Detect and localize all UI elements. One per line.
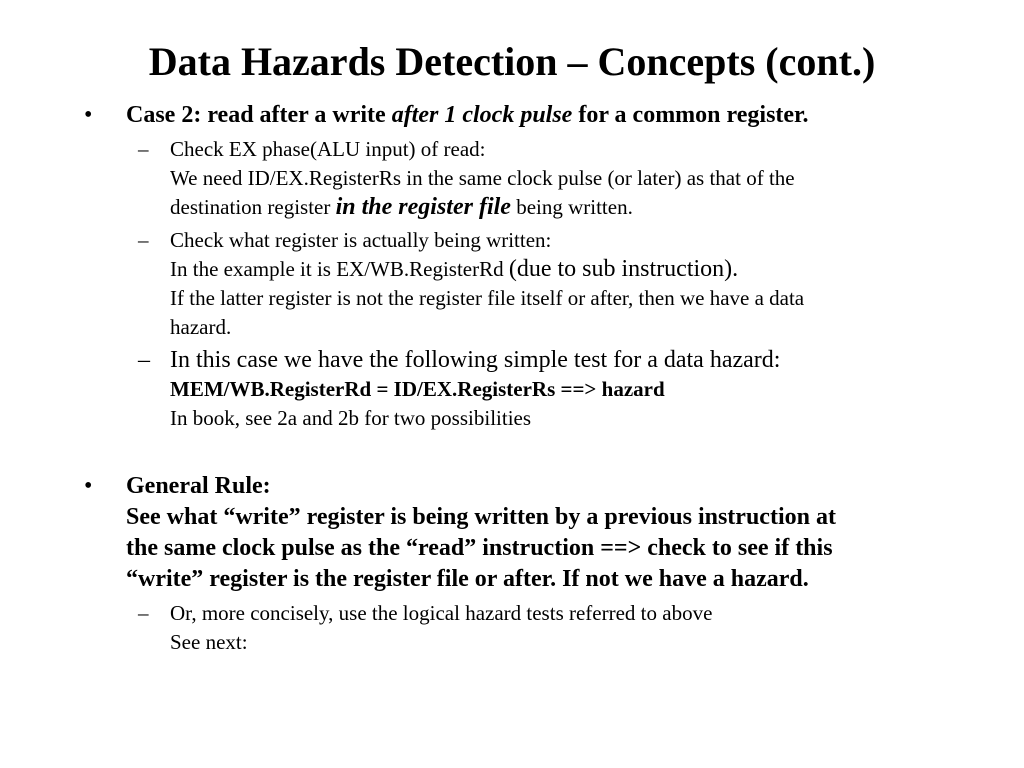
check-written-line-3: If the latter register is not the register file itself or after, then we have a data [170,286,805,310]
sub-bullet-simple-test [84,346,984,433]
simple-test-formula: MEM/WB.RegisterRd = ID/EX.RegisterRs ==> hazard [170,377,665,401]
check-ex-line-1: Check EX phase(ALU input) of read: [170,137,486,161]
dash-marker: – [138,347,150,373]
sub-bullet-check-written [84,226,984,342]
bullet-general-rule [84,471,984,595]
simple-test-line-1: In this case we have the following simple test for a data hazard: [170,347,781,373]
bullet-marker: • [84,102,93,128]
case-2-tail: for a common register. [572,102,809,128]
case-2-lead: Case 2: read after a write [126,102,392,128]
sub-bullet-concise [84,599,984,657]
dash-marker: – [138,601,149,625]
dash-marker: – [138,228,149,252]
simple-test-line-3: In book, see 2a and 2b for two possibilities [170,406,532,430]
general-rule-line-1: General Rule: [126,473,271,499]
general-rule-line-4: “write” register is the register file or after. If not we have a hazard. [126,566,809,592]
check-ex-emphasis: in the register file [335,194,511,220]
spacer [84,433,984,471]
bullet-marker: • [84,473,93,499]
check-written-line-2-b: (due to sub instruction). [508,256,739,282]
check-written-line-1: Check what register is actually being written: [170,228,552,252]
bullet-case-2 [84,100,984,131]
general-rule-line-2: See what “write” register is being written by a previous instruction at [126,504,836,530]
check-ex-line-2: We need ID/EX.RegisterRs in the same clock pulse (or later) as that of the [170,166,795,190]
check-written-line-4: hazard. [170,315,232,339]
concise-line-2: See next: [170,630,248,654]
case-2-heading [126,100,984,131]
case-2-italic: after 1 clock pulse [391,102,573,128]
slide-title: Data Hazards Detection – Concepts (cont.) [148,39,876,84]
check-ex-line-3-a: destination register [170,195,336,219]
general-rule-line-3: the same clock pulse as the “read” instruction ==> check to see if this [126,535,833,561]
sub-bullet-check-ex [84,135,984,222]
check-written-line-2 [170,255,984,284]
check-written-line-2-a: In the example it is EX/WB.RegisterRd [170,257,509,281]
check-ex-line-3 [170,193,984,222]
dash-marker: – [138,137,149,161]
concise-line-1: Or, more concisely, use the logical hazard tests referred to above [170,601,713,625]
slide-content [84,100,984,657]
check-ex-line-3-b: being written. [510,195,633,219]
